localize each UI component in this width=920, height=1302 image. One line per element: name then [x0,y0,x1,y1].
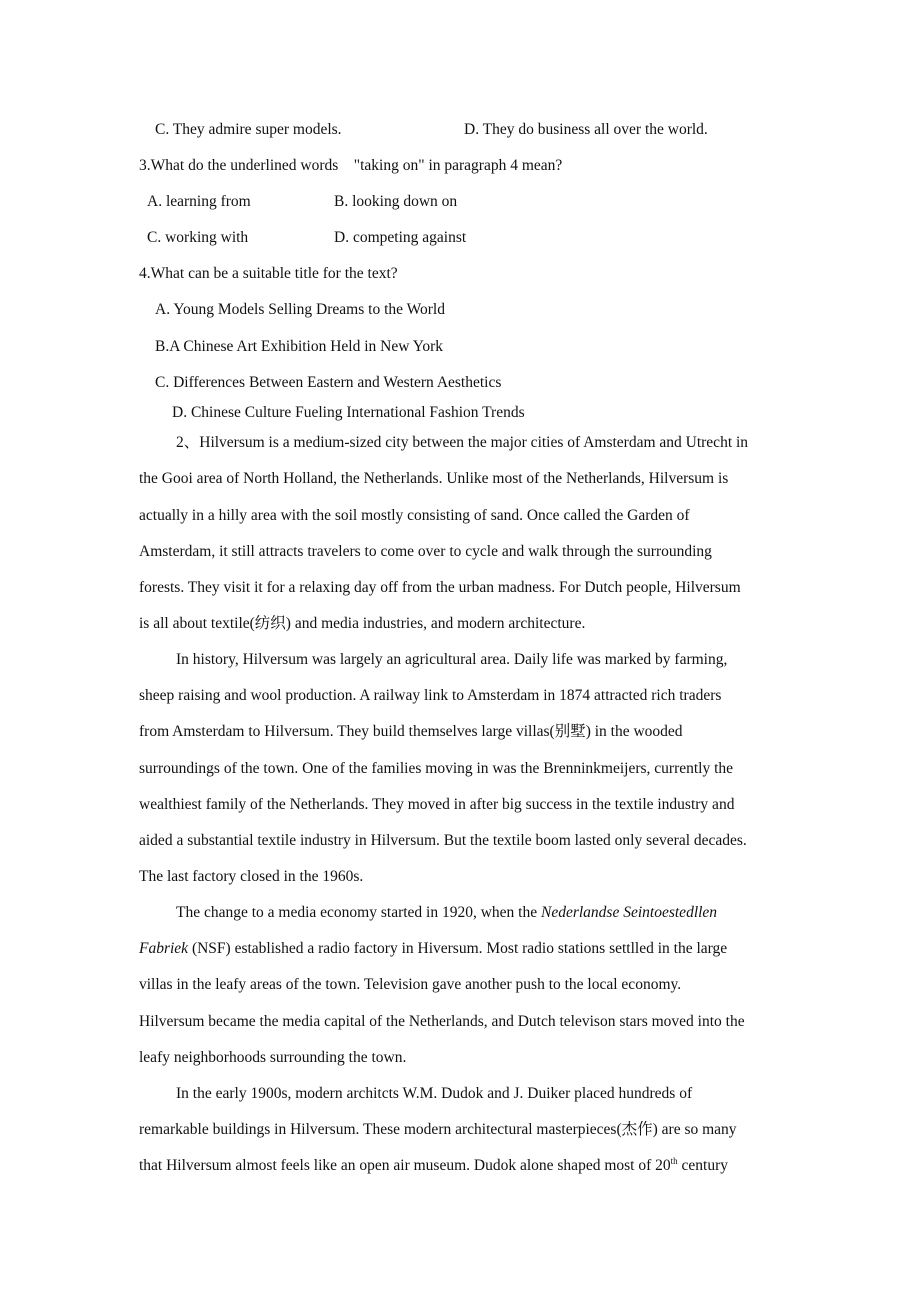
paragraph-line: wealthiest family of the Netherlands. They moved in after big success in the textile industry and [139,796,735,813]
q4-option-d: D. Chinese Culture Fueling International Fashion Trends [172,404,525,421]
paragraph-line: surroundings of the town. One of the families moving in was the Brenninkmeijers, currently the [139,760,734,777]
paragraph-line: aided a substantial textile industry in Hilversum. But the textile boom lasted only several decades. [139,832,747,849]
ordinal-superscript: th [670,1156,678,1166]
paragraph-text: The change to a media economy started in 1920, when the [176,904,541,921]
paragraph-text: that Hilversum almost feels like an open air museum. Dudok alone shaped most of 20 [139,1157,671,1174]
q3-option-b: B. looking down on [334,193,458,210]
paragraph-line: actually in a hilly area with the soil mostly consisting of sand. Once called the Garden of [139,507,690,524]
paragraph-line: the Gooi area of North Holland, the Netherlands. Unlike most of the Netherlands, Hilversum is [139,470,729,487]
q2-option-d: D. They do business all over the world. [464,121,708,138]
paragraph-line: is all about textile(纺织) and media industries, and modern architecture. [139,615,586,632]
paragraph-line: 2、Hilversum is a medium-sized city between the major cities of Amsterdam and Utrecht in [176,434,749,451]
paragraph-line: leafy neighborhoods surrounding the town. [139,1049,407,1066]
paragraph-line: sheep raising and wool production. A railway link to Amsterdam in 1874 attracted rich traders [139,687,722,704]
q4-stem: 4.What can be a suitable title for the text? [139,265,398,282]
q3-option-a: A. learning from [147,193,251,210]
paragraph-line: villas in the leafy areas of the town. Television gave another push to the local economy. [139,976,682,993]
company-name-italic: Fabriek [139,940,189,957]
paragraph-line: In the early 1900s, modern architcts W.M. Dudok and J. Duiker placed hundreds of [176,1085,693,1102]
q3-option-c: C. working with [147,229,249,246]
paragraph-line: In history, Hilversum was largely an agricultural area. Daily life was marked by farming, [176,651,728,668]
q4-option-a: A. Young Models Selling Dreams to the World [155,301,445,318]
q3-option-d: D. competing against [334,229,467,246]
paragraph-line: The last factory closed in the 1960s. [139,868,364,885]
paragraph-line [139,1156,728,1176]
paragraph-line: Hilversum became the media capital of the Netherlands, and Dutch televison stars moved into the [139,1013,745,1030]
paragraph-line [176,903,717,923]
paragraph-line [139,939,727,959]
paragraph-text: century [677,1157,728,1174]
paragraph-line: remarkable buildings in Hilversum. These modern architectural masterpieces(杰作) are so many [139,1121,737,1138]
q3-stem: 3.What do the underlined words "taking on" in paragraph 4 mean? [139,157,563,174]
paragraph-line: forests. They visit it for a relaxing day off from the urban madness. For Dutch people, Hilversum [139,579,741,596]
q2-option-c: C. They admire super models. [155,121,342,138]
paragraph-line: Amsterdam, it still attracts travelers to come over to cycle and walk through the surrounding [139,543,712,560]
paragraph-line: from Amsterdam to Hilversum. They build themselves large villas(别墅) in the wooded [139,723,683,740]
company-name-italic: Nederlandse Seintoestedllen [541,904,718,921]
q4-option-b: B.A Chinese Art Exhibition Held in New York [155,338,444,355]
q4-option-c: C. Differences Between Eastern and Western Aesthetics [155,374,502,391]
paragraph-text: (NSF) established a radio factory in Hiversum. Most radio stations settlled in the large [188,940,728,957]
